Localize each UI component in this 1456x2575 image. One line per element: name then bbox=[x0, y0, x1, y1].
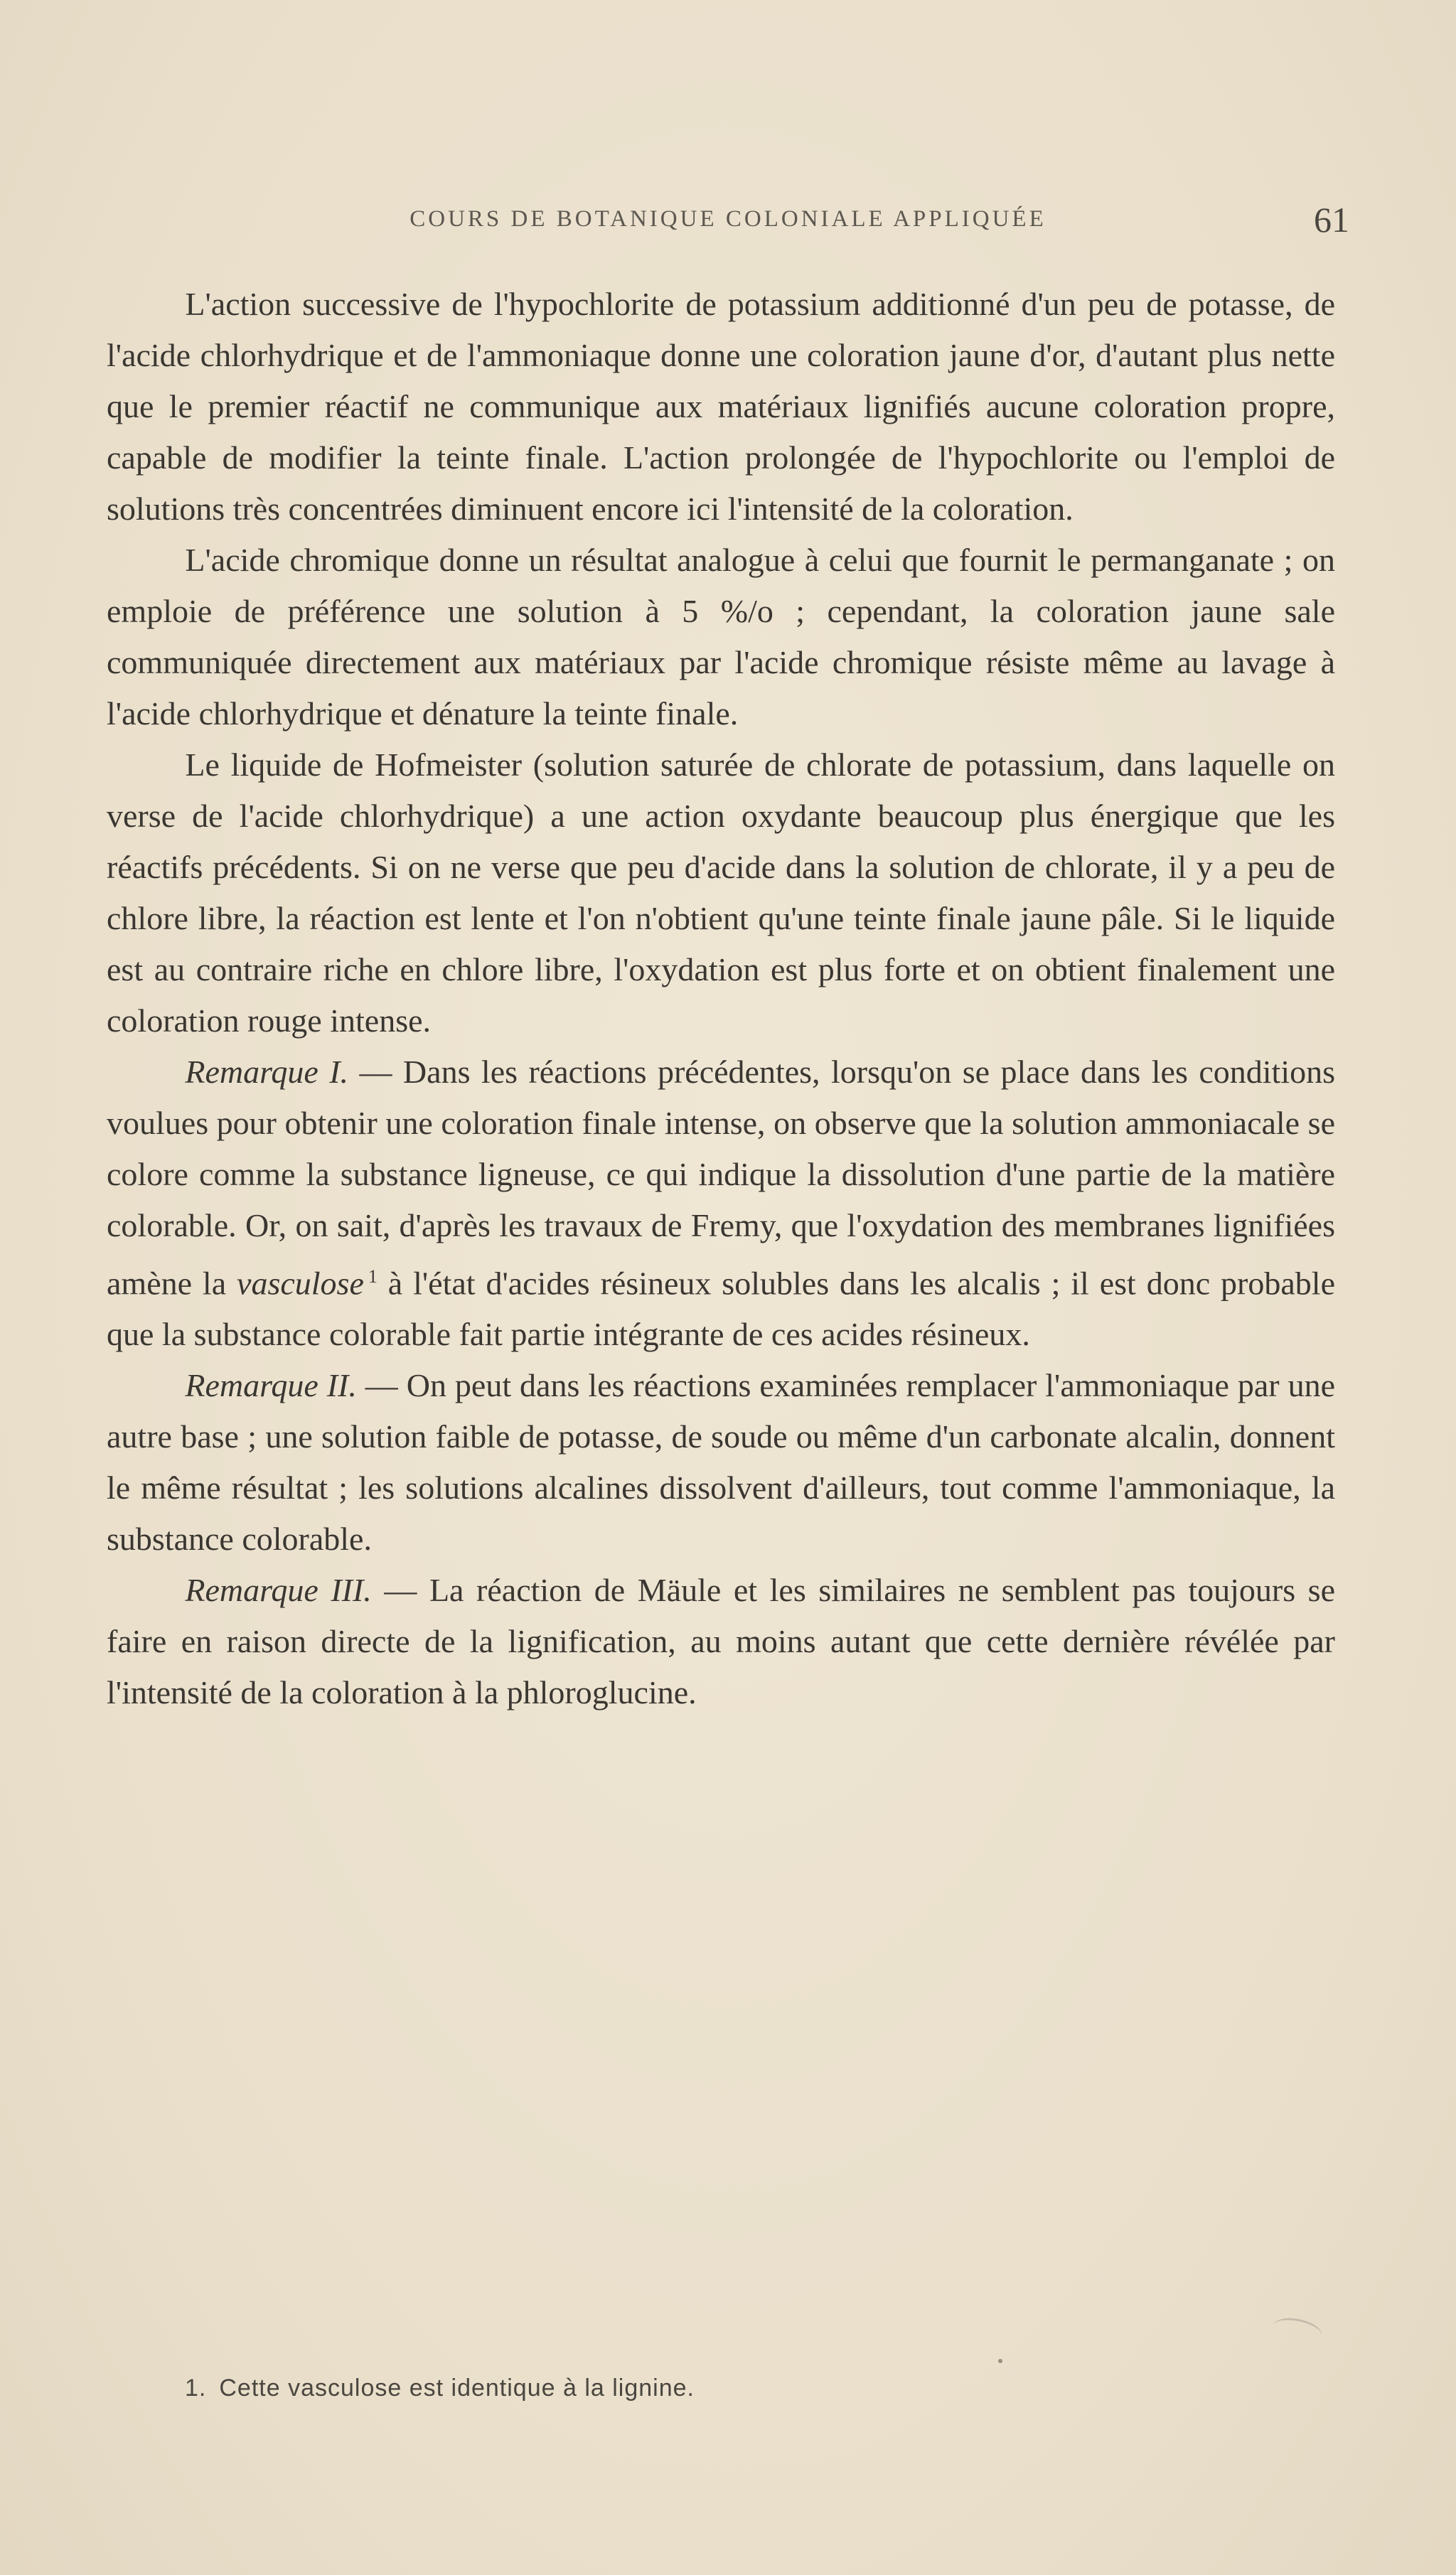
running-title: COURS DE BOTANIQUE COLONIALE APPLIQUÉE bbox=[410, 206, 1046, 232]
remark-label: Remarque II. bbox=[185, 1367, 357, 1404]
paragraph-text: L'action successive de l'hypochlorite de potassium additionné d'un peu de potasse, de l'acide chlorhydrique et de l'ammoniaque donne une coloration jaune d'or, d'autant plus nette que le premier réactif ne communique aux matériaux lignifiés aucune coloration propre, capable de modifier la teinte finale. L'action prolongée de l'hypochlorite ou l'emploi de solutions très concentrées diminuent encore ici l'intensité de la coloration. bbox=[107, 286, 1335, 527]
remark-label: Remarque III. bbox=[185, 1572, 372, 1609]
remark-label: Remarque I. bbox=[185, 1054, 349, 1090]
paragraph-text: à l'état d'acides résineux solubles dans les alcalis ; il est donc probable que la substance colorable fait partie intégrante de ces acides résineux. bbox=[107, 1265, 1335, 1353]
footnote-text: Cette vasculose est identique à la lignine. bbox=[219, 2375, 695, 2402]
paragraph-text: Le liquide de Hofmeister (solution saturée de chlorate de potassium, dans laquelle on verse de l'acide chlorhydrique) a une action oxydante beaucoup plus énergique que les réactifs précédents. Si on ne verse que peu d'acide dans la solution de chlorate, il y a peu de chlore libre, la réaction est lente et l'on n'obtient qu'une teinte finale jaune pâle. Si le liquide est au contraire riche en chlore libre, l'oxydation est plus forte et on obtient finalement une coloration rouge intense. bbox=[107, 746, 1335, 1039]
footnote-reference[interactable]: 1 bbox=[368, 1266, 378, 1287]
paragraph-text: — Dans les réactions précédentes, lorsqu'on se place dans les conditions voulues pour obtenir une coloration finale intense, on observe que la solution ammoniacale se colore comme la substance ligneuse, ce qui indique la dissolution d'une partie de la matière colorable. Or, on sait, d'après les travaux de Fremy, que l'oxydation des membranes lignifiées amène la bbox=[107, 1054, 1335, 1302]
paragraph-text: — On peut dans les réactions examinées remplacer l'ammoniaque par une autre base ; une solution faible de potasse, de soude ou même d'un carbonate alcalin, donnent le même résultat ; les solutions alcalines dissolvent d'ailleurs, tout comme l'ammoniaque, la substance colorable. bbox=[107, 1367, 1335, 1558]
paragraph-chromic-acid bbox=[107, 535, 1335, 739]
paragraph-remark-1 bbox=[107, 1046, 1335, 1360]
paragraph-text: — La réaction de Mäule et les similaires ne semblent pas toujours se faire en raison directe de la lignification, au moins autant que cette dernière révélée par l'intensité de la coloration à la phloroglucine. bbox=[107, 1572, 1335, 1711]
paragraph-remark-2 bbox=[107, 1360, 1335, 1565]
footnote-number: 1. bbox=[185, 2375, 207, 2402]
paragraph-hypochlorite bbox=[107, 279, 1335, 535]
footnote bbox=[185, 2375, 1251, 2402]
page-number: 61 bbox=[1314, 200, 1349, 240]
paragraph-remark-3 bbox=[107, 1565, 1335, 1718]
italic-term: vasculose bbox=[237, 1265, 364, 1302]
pencil-mark bbox=[1270, 2314, 1324, 2348]
body-text bbox=[107, 279, 1335, 1718]
speck-mark bbox=[998, 2359, 1002, 2363]
paragraph-hofmeister bbox=[107, 739, 1335, 1046]
paragraph-text: L'acide chromique donne un résultat analogue à celui que fournit le permanganate ; on emploie de préférence une solution à 5 %/o ; cependant, la coloration jaune sale communiquée directement aux matériaux par l'acide chromique résiste même au lavage à l'acide chlorhydrique et dénature la teinte finale. bbox=[107, 542, 1335, 732]
page-header bbox=[107, 199, 1349, 242]
